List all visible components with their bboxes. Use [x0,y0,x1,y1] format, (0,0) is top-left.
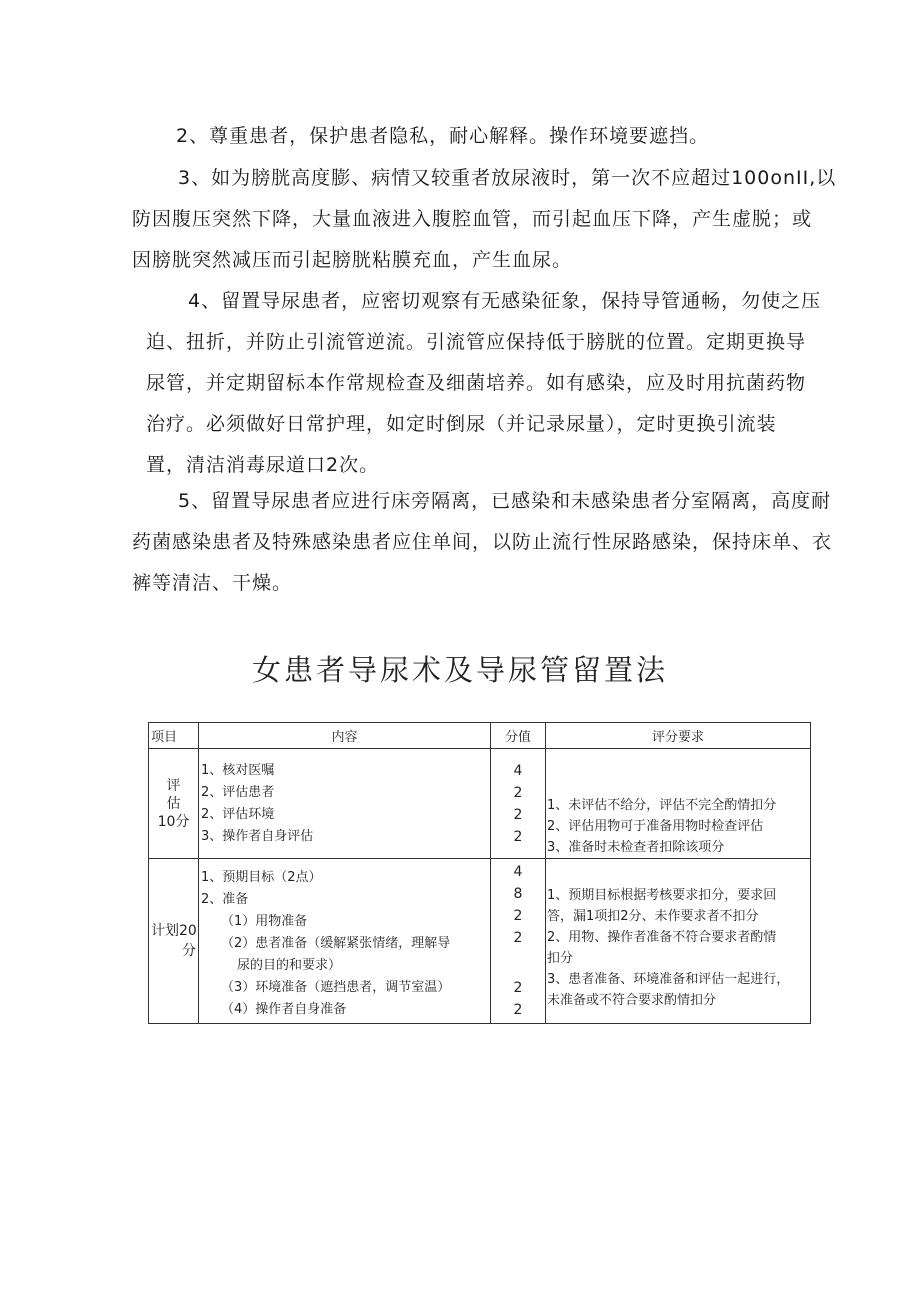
score-value: 2 [513,980,523,996]
content-line: 1、预期目标（2点） [201,870,322,885]
content-line: 尿的目的和要求） [237,958,342,973]
table-header-row [149,723,811,749]
paragraph-line: 药菌感染患者及特殊感染患者应住单间，以防止流行性尿路感染，保持床单、衣 [132,531,833,553]
score-value: 4 [513,762,523,779]
score-value: 4 [513,864,523,880]
row-item-text: 分 [182,943,196,959]
paragraph-2 [132,116,832,157]
row-item-text: 分 [175,813,190,830]
table-row [149,749,811,859]
score-value: 2 [513,784,523,801]
table-row [149,859,811,1024]
score-value: 2 [513,806,523,823]
paragraph-3 [132,158,837,281]
score-value: 2 [513,908,523,924]
paragraph-line: 治疗。必须做好日常护理，如定时倒尿（并记录尿量），定时更换引流装 [146,413,777,435]
content-line: 2、准备 [201,892,249,907]
content-line: 1、核对医嘱 [201,762,275,778]
header-score: 分值 [491,723,546,749]
paragraph-line: 尿管，并定期留标本作常规检查及细菌培养。如有感染，应及时用抗菌药物 [146,372,807,394]
row-item-cell [149,859,199,1024]
row-requirement-cell [546,859,811,1024]
row-item-text: 计划20 [151,923,197,939]
requirement-line: 1、预期目标根据考核要求扣分，要求回 [547,888,777,903]
requirement-line: 2、用物、操作者准备不符合要求者酌情 [547,930,777,945]
requirement-line: 1、未评估不给分，评估不完全酌情扣分 [547,798,777,813]
row-content-cell [199,859,491,1024]
header-requirement: 评分要求 [546,723,811,749]
header-content: 内容 [199,723,491,749]
row-item-text: 估 [166,795,181,812]
score-value: 2 [513,828,523,845]
requirement-line: 答，漏1项扣2分、未作要求者不扣分 [547,909,759,924]
paragraph-line: 5、留置导尿患者应进行床旁隔离，已感染和未感染患者分室隔离，高度耐 [178,490,832,512]
content-line: （1）用物准备 [221,914,308,929]
score-value: 2 [513,1002,523,1018]
requirement-line: 2、评估用物可于准备用物时检查评估 [547,819,764,834]
header-item: 项目 [149,723,199,749]
row-content-cell [199,749,491,859]
requirement-line: 未准备或不符合要求酌情扣分 [547,993,717,1008]
row-item-number: 10 [157,813,176,830]
score-value: 2 [513,930,523,946]
paragraph-line: 3、如为膀胱高度膨、病情又较重者放尿液时，第一次不应超过100onII,以 [178,167,837,189]
row-item-cell [149,749,199,859]
paragraph-line: 2、尊重患者，保护患者隐私，耐心解释。操作环境要遮挡。 [176,125,710,147]
content-line: （3）环境准备（遮挡患者，调节室温） [221,980,451,995]
scoring-table [148,722,811,1024]
content-line: 3、操作者自身评估 [201,828,314,844]
row-score-cell [491,749,546,859]
content-line: 2、评估环境 [201,806,275,822]
paragraph-line: 防因腹压突然下降，大量血液进入腹腔血管，而引起血压下降，产生虚脱；或 [132,208,813,230]
paragraph-line: 裤等清洁、干燥。 [132,572,293,594]
paragraph-4 [146,281,836,486]
score-value: 8 [513,886,523,902]
paragraph-line: 置，清洁消毒尿道口2次。 [146,454,380,476]
row-item-text [149,813,198,831]
score-value [491,949,545,977]
paragraph-line: 迫、扭折，并防止引流管逆流。引流管应保持低于膀胱的位置。定期更换导 [146,331,807,353]
row-item-text: 评 [166,777,181,794]
paragraph-line: 4、留置导尿患者，应密切观察有无感染征象，保持导管通畅，勿使之压 [188,290,822,312]
content-line: 2、评估患者 [201,784,275,800]
section-title: 女患者导尿术及导尿管留置法 [251,653,668,687]
content-line: （2）患者准备（缓解紧张情绪，理解导 [221,936,451,951]
row-requirement-cell [546,749,811,859]
paragraph-line: 因膀胱突然减压而引起膀胱粘膜充血，产生血尿。 [132,249,573,271]
requirement-line: 扣分 [547,951,574,966]
requirement-line: 3、患者准备、环境准备和评估一起进行， [547,972,790,987]
content-line: （4）操作者自身准备 [221,1002,347,1017]
requirement-line: 3、准备时未检查者扣除该项分 [547,840,725,855]
paragraph-5 [132,481,832,604]
row-score-cell [491,859,546,1024]
